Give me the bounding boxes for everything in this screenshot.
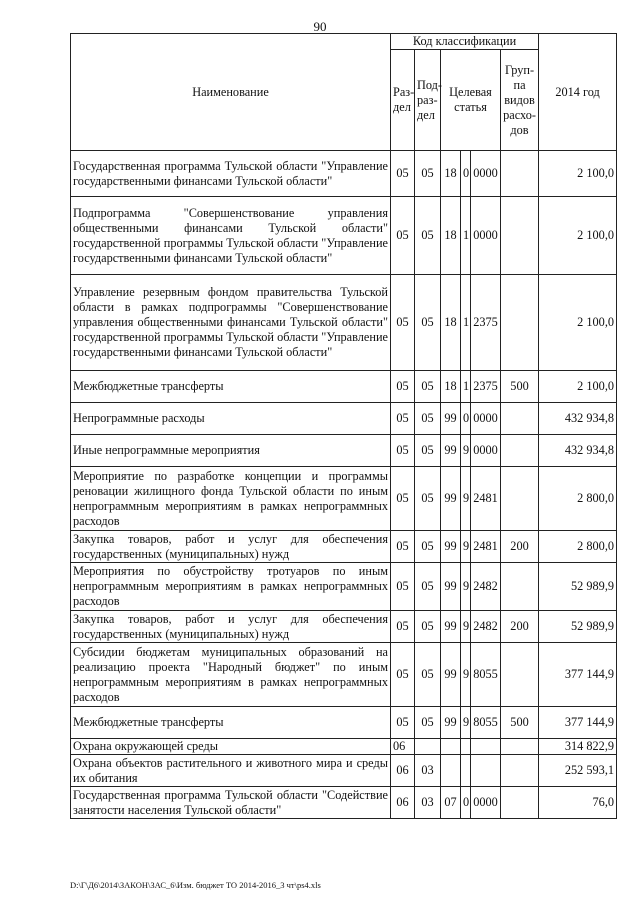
row-razdel: 05: [391, 611, 415, 643]
header-code: Код классификации: [391, 34, 539, 50]
table-row: [71, 611, 617, 643]
row-name: Межбюджетные трансферты: [71, 707, 391, 739]
row-target-sub: 1: [461, 275, 471, 371]
row-sum: 377 144,9: [539, 707, 617, 739]
row-target-program: 99: [441, 563, 461, 611]
table-row: [71, 755, 617, 787]
row-group: [501, 563, 539, 611]
row-podrazdel: 05: [415, 563, 441, 611]
row-target-code: 2482: [471, 563, 501, 611]
row-target-sub: 0: [461, 403, 471, 435]
row-sum: 2 800,0: [539, 467, 617, 531]
row-group: [501, 275, 539, 371]
budget-table: [70, 33, 617, 819]
row-target-program: 18: [441, 151, 461, 197]
row-sum: 2 100,0: [539, 151, 617, 197]
header-name: Наименование: [71, 34, 391, 151]
row-target-code: 2481: [471, 531, 501, 563]
row-target-sub: 9: [461, 707, 471, 739]
row-target-sub: 9: [461, 611, 471, 643]
header-group: Груп-па видов расхо-дов: [501, 50, 539, 151]
row-sum: 2 800,0: [539, 531, 617, 563]
row-name: Закупка товаров, работ и услуг для обеспечения государственных (муниципальных) нужд: [71, 611, 391, 643]
row-razdel: 05: [391, 197, 415, 275]
row-group: [501, 787, 539, 819]
row-name: Подпрограмма "Совершенствование управления общественными финансами Тульской области" государственной программы Тульской области "Управление государственными финансами Тульской области": [71, 197, 391, 275]
row-razdel: 05: [391, 275, 415, 371]
row-group: [501, 467, 539, 531]
row-sum: 52 989,9: [539, 563, 617, 611]
row-target-code: 2481: [471, 467, 501, 531]
table-row: [71, 435, 617, 467]
table-row: [71, 371, 617, 403]
row-target-code: [471, 739, 501, 755]
table-row: [71, 151, 617, 197]
table-row: [71, 787, 617, 819]
row-name: Мероприятие по разработке концепции и программы реновации жилищного фонда Тульской области по иным непрограммным мероприятиям в рамках непрограммных расходов: [71, 467, 391, 531]
row-name: Мероприятия по обустройству тротуаров по иным непрограммным мероприятиям в рамках непрограммных расходов: [71, 563, 391, 611]
row-sum: 2 100,0: [539, 371, 617, 403]
row-target-program: 99: [441, 435, 461, 467]
row-podrazdel: 05: [415, 197, 441, 275]
row-razdel: 06: [391, 755, 415, 787]
table-row: [71, 403, 617, 435]
row-razdel: 05: [391, 403, 415, 435]
row-razdel: 05: [391, 371, 415, 403]
header-razdel: Раз-дел: [391, 50, 415, 151]
row-razdel: 05: [391, 531, 415, 563]
row-target-sub: [461, 755, 471, 787]
row-group: [501, 739, 539, 755]
table-row: [71, 531, 617, 563]
row-sum: 76,0: [539, 787, 617, 819]
table-row: [71, 563, 617, 611]
row-razdel: 05: [391, 467, 415, 531]
row-razdel: 05: [391, 643, 415, 707]
row-podrazdel: 03: [415, 787, 441, 819]
row-target-program: 99: [441, 611, 461, 643]
row-group: 200: [501, 531, 539, 563]
row-podrazdel: 05: [415, 611, 441, 643]
row-name: Государственная программа Тульской области "Содействие занятости населения Тульской области": [71, 787, 391, 819]
row-razdel: 05: [391, 435, 415, 467]
row-sum: 2 100,0: [539, 275, 617, 371]
row-target-code: 0000: [471, 403, 501, 435]
row-target-program: [441, 755, 461, 787]
row-sum: 432 934,8: [539, 435, 617, 467]
row-target-sub: 9: [461, 643, 471, 707]
row-target-sub: 0: [461, 787, 471, 819]
row-group: 500: [501, 707, 539, 739]
row-razdel: 06: [391, 739, 415, 755]
row-target-sub: 0: [461, 151, 471, 197]
table-row: [71, 739, 617, 755]
row-podrazdel: 05: [415, 371, 441, 403]
row-target-program: 99: [441, 707, 461, 739]
row-target-code: 2375: [471, 275, 501, 371]
row-name: Управление резервным фондом правительства Тульской области в рамках подпрограммы "Совершенствование управления общественными финансами Тульской области" государственной программы Тульской области "Управление государственными финансами Тульской области": [71, 275, 391, 371]
footer-file-path: D:\Г\Д6\2014\ЗАКОН\ЗАС_6\Изм. бюджет ТО 2014-2016_3 чт\рs4.xls: [70, 880, 321, 890]
table-row: [71, 197, 617, 275]
row-target-program: 07: [441, 787, 461, 819]
row-group: [501, 197, 539, 275]
header-year: 2014 год: [539, 34, 617, 151]
row-razdel: 06: [391, 787, 415, 819]
header-target: Целевая статья: [441, 50, 501, 151]
row-name: Субсидии бюджетам муниципальных образований на реализацию проекта "Народный бюджет" по иным непрограммным мероприятиям в рамках непрограммных расходов: [71, 643, 391, 707]
row-podrazdel: 05: [415, 403, 441, 435]
row-name: Непрограммные расходы: [71, 403, 391, 435]
row-target-sub: 9: [461, 563, 471, 611]
row-group: 500: [501, 371, 539, 403]
row-podrazdel: 05: [415, 531, 441, 563]
row-sum: 314 822,9: [539, 739, 617, 755]
row-podrazdel: 05: [415, 707, 441, 739]
row-podrazdel: 05: [415, 275, 441, 371]
row-target-sub: [461, 739, 471, 755]
table-row: [71, 707, 617, 739]
row-target-program: 99: [441, 403, 461, 435]
row-target-code: 0000: [471, 435, 501, 467]
row-group: 200: [501, 611, 539, 643]
header-podrazdel: Под-раз-дел: [415, 50, 441, 151]
row-podrazdel: 05: [415, 467, 441, 531]
row-target-program: 99: [441, 531, 461, 563]
row-podrazdel: 05: [415, 643, 441, 707]
row-razdel: 05: [391, 151, 415, 197]
row-name: Охрана окружающей среды: [71, 739, 391, 755]
row-target-code: 0000: [471, 787, 501, 819]
row-name: Закупка товаров, работ и услуг для обеспечения государственных (муниципальных) нужд: [71, 531, 391, 563]
row-podrazdel: 03: [415, 755, 441, 787]
row-name: Иные непрограммные мероприятия: [71, 435, 391, 467]
row-group: [501, 435, 539, 467]
row-sum: 52 989,9: [539, 611, 617, 643]
row-target-sub: 9: [461, 467, 471, 531]
row-target-code: 8055: [471, 643, 501, 707]
row-podrazdel: 05: [415, 435, 441, 467]
row-podrazdel: 05: [415, 151, 441, 197]
row-name: Государственная программа Тульской области "Управление государственными финансами Тульской области": [71, 151, 391, 197]
table-row: [71, 275, 617, 371]
row-sum: 2 100,0: [539, 197, 617, 275]
row-target-sub: 9: [461, 435, 471, 467]
row-target-program: 18: [441, 197, 461, 275]
table-row: [71, 467, 617, 531]
row-name: Охрана объектов растительного и животного мира и среды их обитания: [71, 755, 391, 787]
row-group: [501, 755, 539, 787]
row-target-program: [441, 739, 461, 755]
row-group: [501, 403, 539, 435]
row-razdel: 05: [391, 563, 415, 611]
page-number: 90: [313, 19, 327, 34]
row-razdel: 05: [391, 707, 415, 739]
row-podrazdel: [415, 739, 441, 755]
table-row: [71, 643, 617, 707]
row-target-code: 2375: [471, 371, 501, 403]
row-sum: 432 934,8: [539, 403, 617, 435]
row-target-code: [471, 755, 501, 787]
row-target-code: 0000: [471, 197, 501, 275]
row-target-code: 8055: [471, 707, 501, 739]
row-target-program: 99: [441, 467, 461, 531]
row-target-sub: 1: [461, 197, 471, 275]
row-target-sub: 9: [461, 531, 471, 563]
row-group: [501, 643, 539, 707]
row-target-program: 18: [441, 371, 461, 403]
row-name: Межбюджетные трансферты: [71, 371, 391, 403]
row-sum: 252 593,1: [539, 755, 617, 787]
row-target-program: 99: [441, 643, 461, 707]
row-target-sub: 1: [461, 371, 471, 403]
row-sum: 377 144,9: [539, 643, 617, 707]
row-target-program: 18: [441, 275, 461, 371]
row-target-code: 0000: [471, 151, 501, 197]
row-target-code: 2482: [471, 611, 501, 643]
row-group: [501, 151, 539, 197]
